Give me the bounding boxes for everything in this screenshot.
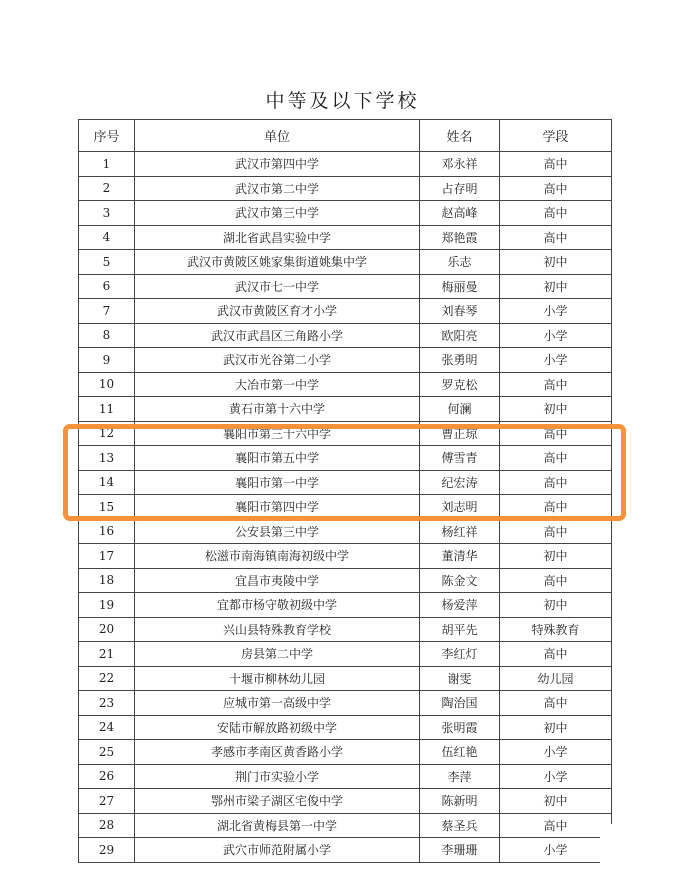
cell-unit: 宜昌市夷陵中学 [135, 568, 420, 593]
cell-num: 22 [79, 666, 135, 691]
cell-stage: 初中 [500, 544, 612, 569]
cell-stage: 初中 [500, 593, 612, 618]
cell-stage: 高中 [500, 568, 612, 593]
table-row [79, 544, 612, 569]
cell-unit: 襄阳市第三十六中学 [135, 421, 420, 446]
cell-name: 罗克松 [420, 372, 500, 397]
cell-stage: 高中 [500, 642, 612, 667]
table-body [79, 152, 612, 863]
cell-unit: 兴山县特殊教育学校 [135, 617, 420, 642]
cell-unit: 湖北省武昌实验中学 [135, 225, 420, 250]
cell-stage: 小学 [500, 740, 612, 765]
cell-unit: 应城市第一高级中学 [135, 691, 420, 716]
cell-name: 陶治国 [420, 691, 500, 716]
table-row [79, 495, 612, 520]
cell-unit: 松滋市南海镇南海初级中学 [135, 544, 420, 569]
cell-num: 20 [79, 617, 135, 642]
cell-stage: 特殊教育 [500, 617, 612, 642]
cell-name: 李红灯 [420, 642, 500, 667]
cell-unit: 孝感市孝南区黄香路小学 [135, 740, 420, 765]
table-row [79, 421, 612, 446]
header-unit: 单位 [135, 120, 420, 152]
cell-stage: 高中 [500, 446, 612, 471]
cell-stage: 小学 [500, 764, 612, 789]
cell-stage: 高中 [500, 495, 612, 520]
cell-num: 2 [79, 176, 135, 201]
cell-stage: 小学 [500, 838, 612, 863]
cell-unit: 武汉市武昌区三角路小学 [135, 323, 420, 348]
table-row [79, 593, 612, 618]
cell-unit: 襄阳市第五中学 [135, 446, 420, 471]
cell-stage: 高中 [500, 813, 612, 838]
cell-name: 何澜 [420, 397, 500, 422]
cell-num: 7 [79, 299, 135, 324]
cell-stage: 初中 [500, 250, 612, 275]
cell-stage: 小学 [500, 299, 612, 324]
cell-unit: 武汉市第二中学 [135, 176, 420, 201]
cell-num: 1 [79, 152, 135, 177]
cell-name: 李珊珊 [420, 838, 500, 863]
table-row [79, 691, 612, 716]
table-header-row [79, 120, 612, 152]
table-row [79, 715, 612, 740]
cell-stage: 小学 [500, 323, 612, 348]
cell-num: 11 [79, 397, 135, 422]
cell-stage: 初中 [500, 715, 612, 740]
cell-num: 15 [79, 495, 135, 520]
cell-num: 5 [79, 250, 135, 275]
corner-smudge [600, 824, 630, 869]
table-row [79, 348, 612, 373]
cell-num: 13 [79, 446, 135, 471]
cell-name: 张勇明 [420, 348, 500, 373]
cell-name: 蔡圣兵 [420, 813, 500, 838]
cell-name: 乐志 [420, 250, 500, 275]
cell-unit: 安陆市解放路初级中学 [135, 715, 420, 740]
table-row [79, 838, 612, 863]
table-row [79, 666, 612, 691]
cell-name: 张明霞 [420, 715, 500, 740]
cell-unit: 武汉市黄陂区育才小学 [135, 299, 420, 324]
cell-name: 伍红艳 [420, 740, 500, 765]
table-row [79, 176, 612, 201]
cell-unit: 公安县第三中学 [135, 519, 420, 544]
table-row [79, 789, 612, 814]
table-row [79, 323, 612, 348]
cell-unit: 武汉市光谷第二小学 [135, 348, 420, 373]
cell-unit: 房县第二中学 [135, 642, 420, 667]
cell-num: 8 [79, 323, 135, 348]
cell-unit: 湖北省黄梅县第一中学 [135, 813, 420, 838]
table-row [79, 225, 612, 250]
cell-stage: 高中 [500, 691, 612, 716]
cell-stage: 高中 [500, 421, 612, 446]
cell-unit: 襄阳市第一中学 [135, 470, 420, 495]
cell-name: 欧阳亮 [420, 323, 500, 348]
table-row [79, 813, 612, 838]
cell-num: 21 [79, 642, 135, 667]
table-row [79, 446, 612, 471]
cell-num: 16 [79, 519, 135, 544]
cell-unit: 武汉市第四中学 [135, 152, 420, 177]
cell-name: 杨爱萍 [420, 593, 500, 618]
table-row [79, 470, 612, 495]
cell-num: 14 [79, 470, 135, 495]
cell-stage: 高中 [500, 201, 612, 226]
cell-num: 6 [79, 274, 135, 299]
cell-unit: 武汉市七一中学 [135, 274, 420, 299]
cell-stage: 高中 [500, 470, 612, 495]
cell-unit: 黄石市第十六中学 [135, 397, 420, 422]
cell-name: 杨红祥 [420, 519, 500, 544]
cell-stage: 高中 [500, 225, 612, 250]
table-row [79, 740, 612, 765]
cell-name: 赵高峰 [420, 201, 500, 226]
cell-name: 傅雪青 [420, 446, 500, 471]
table-row [79, 152, 612, 177]
cell-name: 梅丽曼 [420, 274, 500, 299]
cell-num: 26 [79, 764, 135, 789]
cell-unit: 武汉市第三中学 [135, 201, 420, 226]
table-row [79, 372, 612, 397]
cell-num: 18 [79, 568, 135, 593]
cell-name: 占存明 [420, 176, 500, 201]
cell-unit: 十堰市柳林幼儿园 [135, 666, 420, 691]
cell-num: 3 [79, 201, 135, 226]
cell-num: 19 [79, 593, 135, 618]
cell-unit: 大冶市第一中学 [135, 372, 420, 397]
cell-num: 9 [79, 348, 135, 373]
school-roster-table [78, 119, 612, 863]
cell-num: 27 [79, 789, 135, 814]
header-stage: 学段 [500, 120, 612, 152]
table-row [79, 299, 612, 324]
cell-stage: 初中 [500, 397, 612, 422]
cell-name: 刘春琴 [420, 299, 500, 324]
cell-num: 29 [79, 838, 135, 863]
table-row [79, 519, 612, 544]
header-name: 姓名 [420, 120, 500, 152]
cell-stage: 小学 [500, 348, 612, 373]
cell-name: 刘志明 [420, 495, 500, 520]
cell-name: 曹正琼 [420, 421, 500, 446]
page-title: 中等及以下学校 [265, 90, 420, 112]
cell-name: 陈金文 [420, 568, 500, 593]
cell-name: 郑艳霞 [420, 225, 500, 250]
cell-unit: 宜都市杨守敬初级中学 [135, 593, 420, 618]
cell-num: 23 [79, 691, 135, 716]
cell-unit: 武汉市黄陂区姚家集街道姚集中学 [135, 250, 420, 275]
cell-num: 25 [79, 740, 135, 765]
cell-name: 胡平先 [420, 617, 500, 642]
cell-num: 10 [79, 372, 135, 397]
cell-num: 24 [79, 715, 135, 740]
cell-stage: 高中 [500, 152, 612, 177]
cell-unit: 襄阳市第四中学 [135, 495, 420, 520]
cell-unit: 鄂州市梁子湖区宅俊中学 [135, 789, 420, 814]
header-num: 序号 [79, 120, 135, 152]
cell-stage: 幼儿园 [500, 666, 612, 691]
cell-num: 12 [79, 421, 135, 446]
cell-stage: 高中 [500, 176, 612, 201]
table-row [79, 397, 612, 422]
cell-num: 28 [79, 813, 135, 838]
cell-name: 邓永祥 [420, 152, 500, 177]
cell-name: 李萍 [420, 764, 500, 789]
table-row [79, 764, 612, 789]
cell-name: 董清华 [420, 544, 500, 569]
cell-num: 4 [79, 225, 135, 250]
cell-stage: 高中 [500, 372, 612, 397]
cell-stage: 初中 [500, 789, 612, 814]
table-row [79, 250, 612, 275]
table-row [79, 617, 612, 642]
cell-num: 17 [79, 544, 135, 569]
cell-stage: 高中 [500, 519, 612, 544]
table-row [79, 201, 612, 226]
cell-unit: 荆门市实验小学 [135, 764, 420, 789]
cell-name: 谢雯 [420, 666, 500, 691]
table-row [79, 642, 612, 667]
table-row [79, 274, 612, 299]
cell-unit: 武穴市师范附属小学 [135, 838, 420, 863]
cell-name: 陈新明 [420, 789, 500, 814]
table-row [79, 568, 612, 593]
cell-name: 纪宏涛 [420, 470, 500, 495]
cell-stage: 初中 [500, 274, 612, 299]
